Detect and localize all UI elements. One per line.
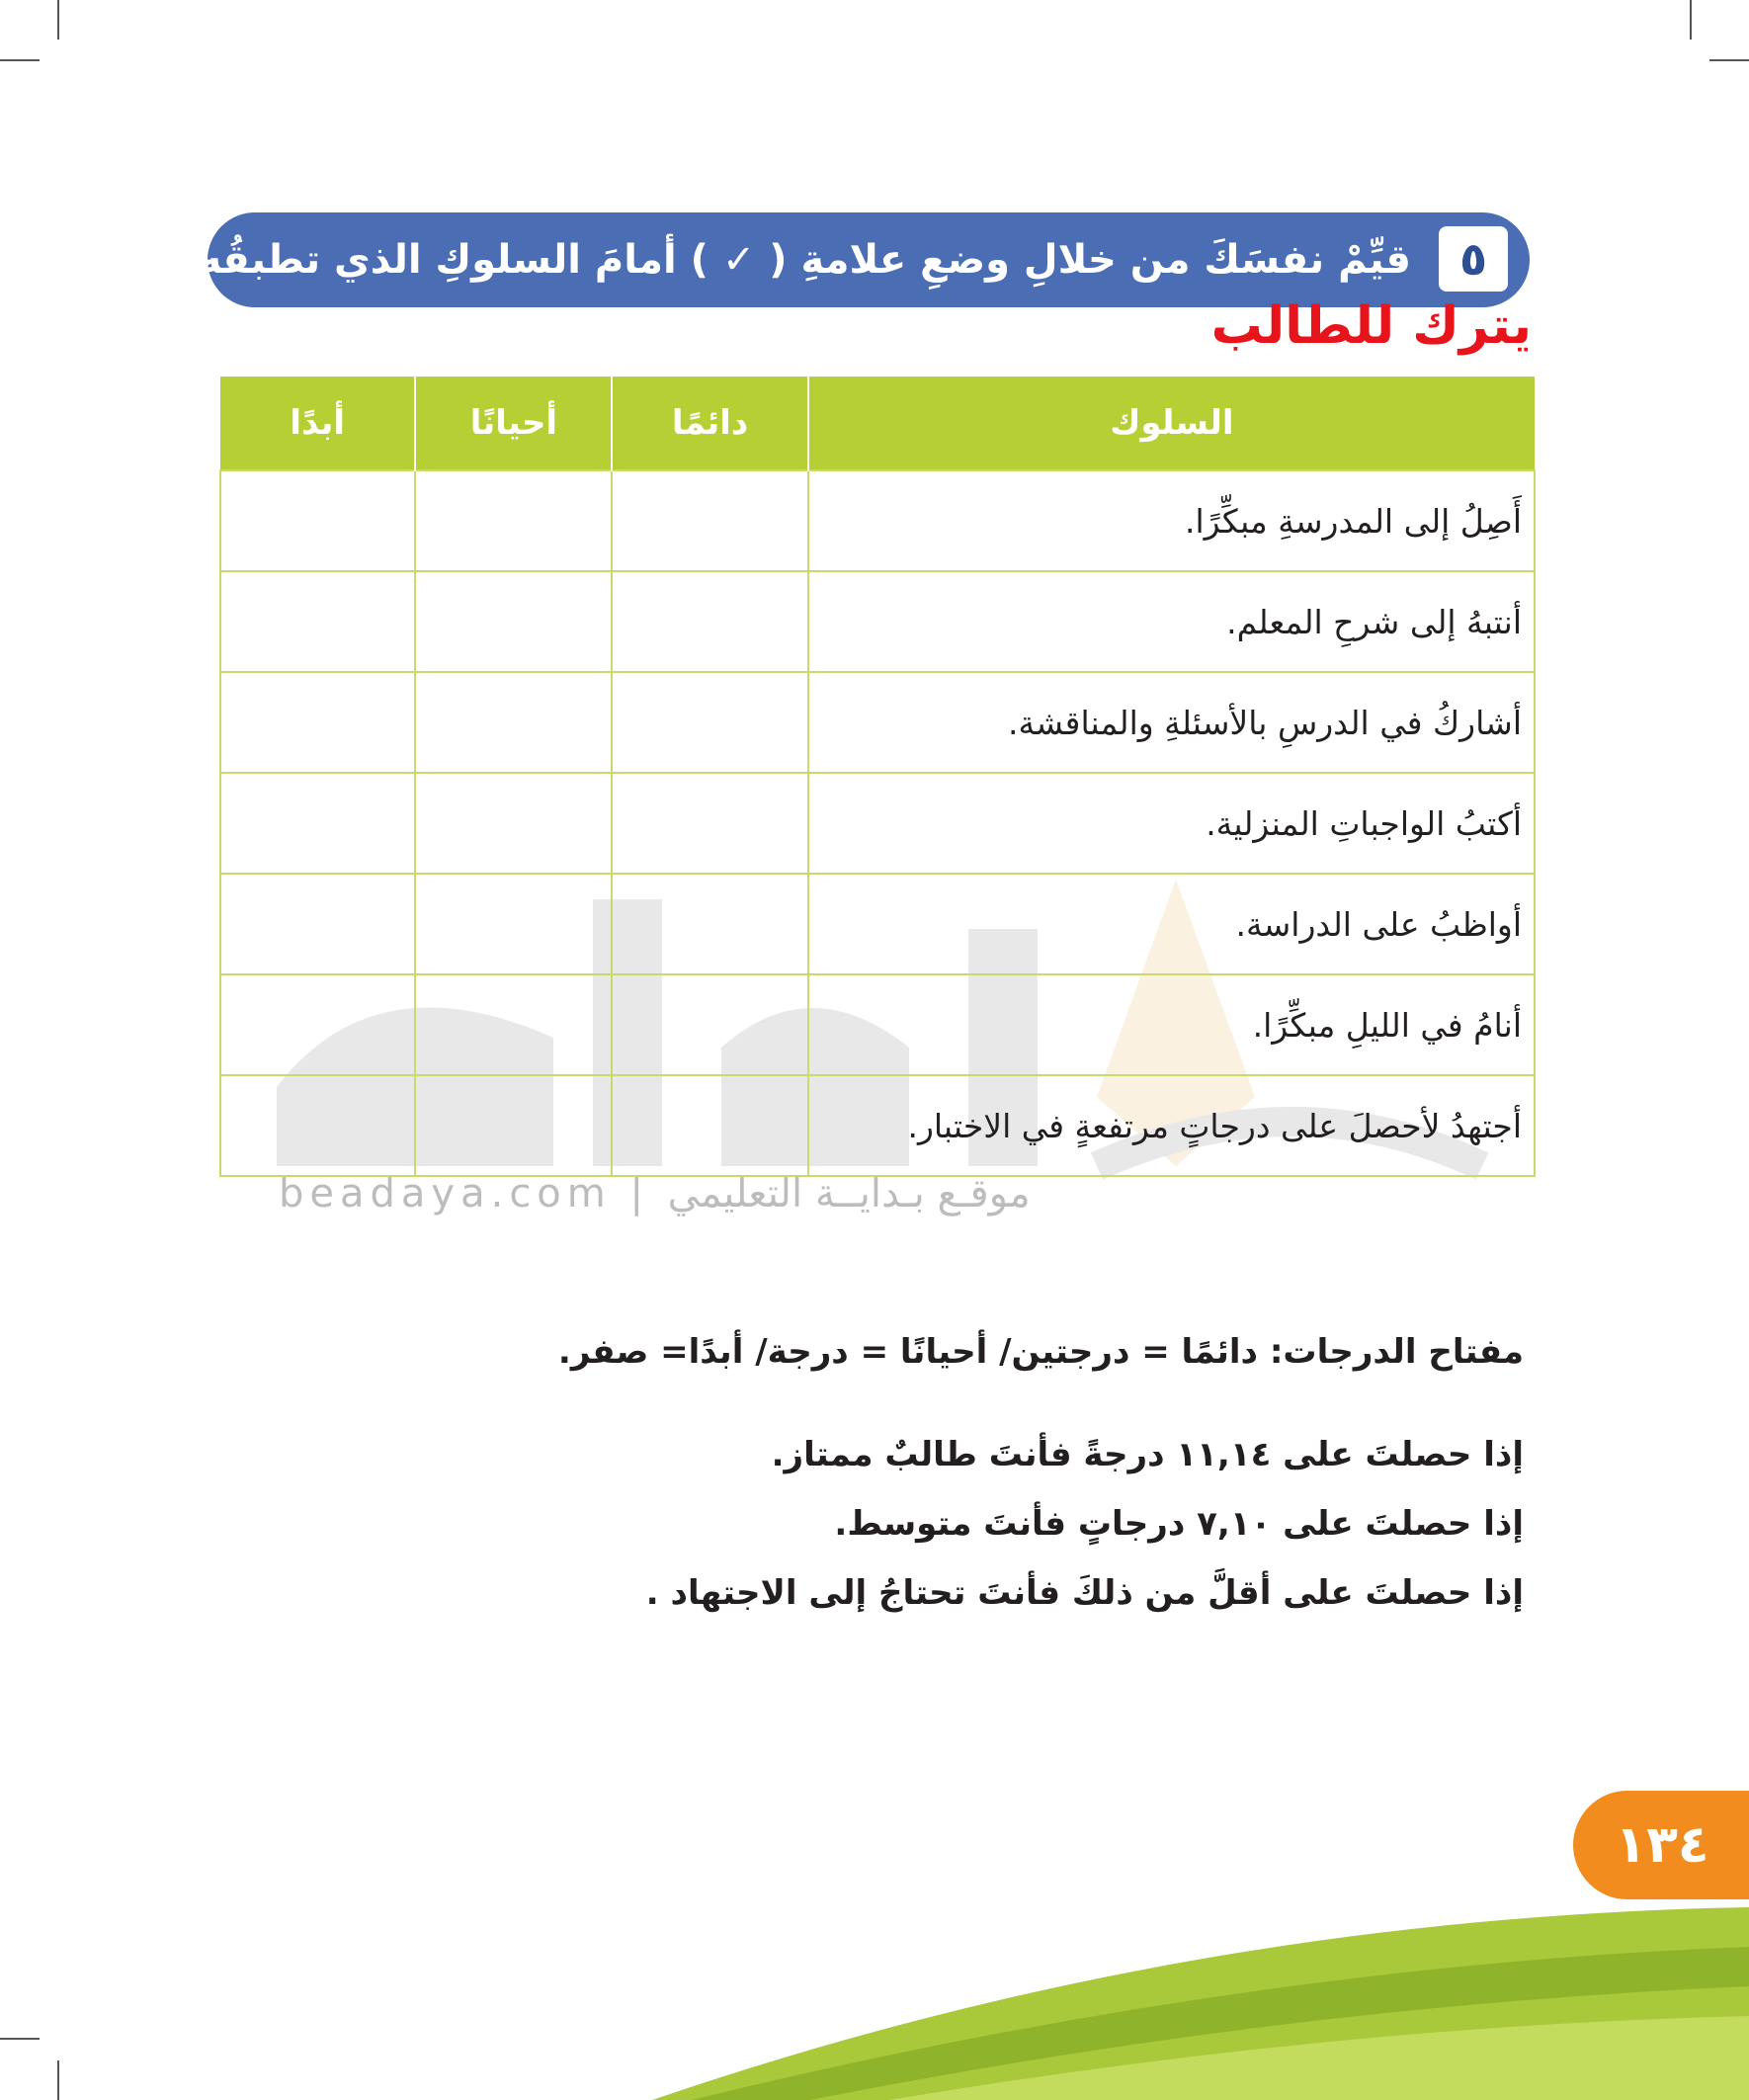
page-number: ١٣٤ — [1573, 1791, 1749, 1899]
watermark-site-text: beadaya.com | موقـع بـدايــة التعليمي — [279, 1171, 1031, 1217]
table-row — [220, 672, 1535, 773]
checkbox-sometimes-cell[interactable] — [415, 571, 612, 672]
checkbox-never-cell[interactable] — [220, 974, 415, 1075]
behavior-cell: أجتهدُ لأحصلَ على درجاتٍ مرتفعةٍ في الاختبار. — [808, 1075, 1535, 1176]
checkbox-always-cell[interactable] — [612, 672, 807, 773]
column-header-never: أبدًا — [220, 377, 415, 470]
scoring-line-average: إذا حصلتَ على ٧,١٠ درجاتٍ فأنتَ متوسط. — [834, 1504, 1524, 1544]
table-header-row — [220, 377, 1535, 470]
table-row — [220, 470, 1535, 571]
checkbox-never-cell[interactable] — [220, 470, 415, 571]
crop-mark — [57, 0, 59, 40]
checkbox-sometimes-cell[interactable] — [415, 672, 612, 773]
checkbox-always-cell[interactable] — [612, 1075, 807, 1176]
checkbox-sometimes-cell[interactable] — [415, 773, 612, 874]
checkbox-sometimes-cell[interactable] — [415, 874, 612, 974]
behavior-cell: أنامُ في الليلِ مبكِّرًا. — [808, 974, 1535, 1075]
checkbox-always-cell[interactable] — [612, 773, 807, 874]
checkbox-never-cell[interactable] — [220, 1075, 415, 1176]
behavior-cell: أنتبهُ إلى شرحِ المعلم. — [808, 571, 1535, 672]
question-text: قيِّمْ نفسَكَ من خلالِ وضعِ علامةِ ( ✓ ) أمامَ السلوكِ الذي تطبقُه : — [168, 237, 1411, 283]
table-row — [220, 1075, 1535, 1176]
checkbox-never-cell[interactable] — [220, 672, 415, 773]
checkbox-sometimes-cell[interactable] — [415, 1075, 612, 1176]
question-header-bar — [168, 212, 1530, 307]
crop-mark — [1690, 0, 1692, 40]
behavior-cell: أكتبُ الواجباتِ المنزلية. — [808, 773, 1535, 874]
checkbox-never-cell[interactable] — [220, 571, 415, 672]
checkbox-always-cell[interactable] — [612, 470, 807, 571]
behavior-cell: أواظبُ على الدراسة. — [808, 874, 1535, 974]
column-header-always: دائمًا — [612, 377, 807, 470]
table-row — [220, 974, 1535, 1075]
table-row — [220, 773, 1535, 874]
scoring-key: مفتاح الدرجات: دائمًا = درجتين/ أحيانًا = درجة/ أبدًا= صفر. — [557, 1332, 1524, 1372]
checkbox-never-cell[interactable] — [220, 773, 415, 874]
behavior-cell: أشاركُ في الدرسِ بالأسئلةِ والمناقشة. — [808, 672, 1535, 773]
checkbox-always-cell[interactable] — [612, 974, 807, 1075]
crop-mark — [0, 59, 40, 61]
column-header-behavior: السلوك — [808, 377, 1535, 470]
table-row — [220, 874, 1535, 974]
crop-mark — [1709, 59, 1749, 61]
decorative-swoosh — [0, 1878, 1749, 2100]
checkbox-sometimes-cell[interactable] — [415, 470, 612, 571]
checkbox-never-cell[interactable] — [220, 874, 415, 974]
scoring-line-needs-effort: إذا حصلتَ على أقلَّ من ذلكَ فأنتَ تحتاجُ إلى الاجتهاد . — [645, 1573, 1524, 1613]
question-number-badge: ٥ — [1439, 226, 1508, 292]
checkbox-always-cell[interactable] — [612, 571, 807, 672]
table-row — [220, 571, 1535, 672]
checkbox-sometimes-cell[interactable] — [415, 974, 612, 1075]
column-header-sometimes: أحيانًا — [415, 377, 612, 470]
teacher-note: يترك للطالب — [1210, 296, 1532, 356]
behavior-cell: أَصِلُ إلى المدرسةِ مبكِّرًا. — [808, 470, 1535, 571]
behavior-table — [219, 377, 1536, 1177]
scoring-line-excellent: إذا حصلتَ على ١١,١٤ درجةً فأنتَ طالبٌ ممتاز. — [771, 1435, 1524, 1474]
checkbox-always-cell[interactable] — [612, 874, 807, 974]
